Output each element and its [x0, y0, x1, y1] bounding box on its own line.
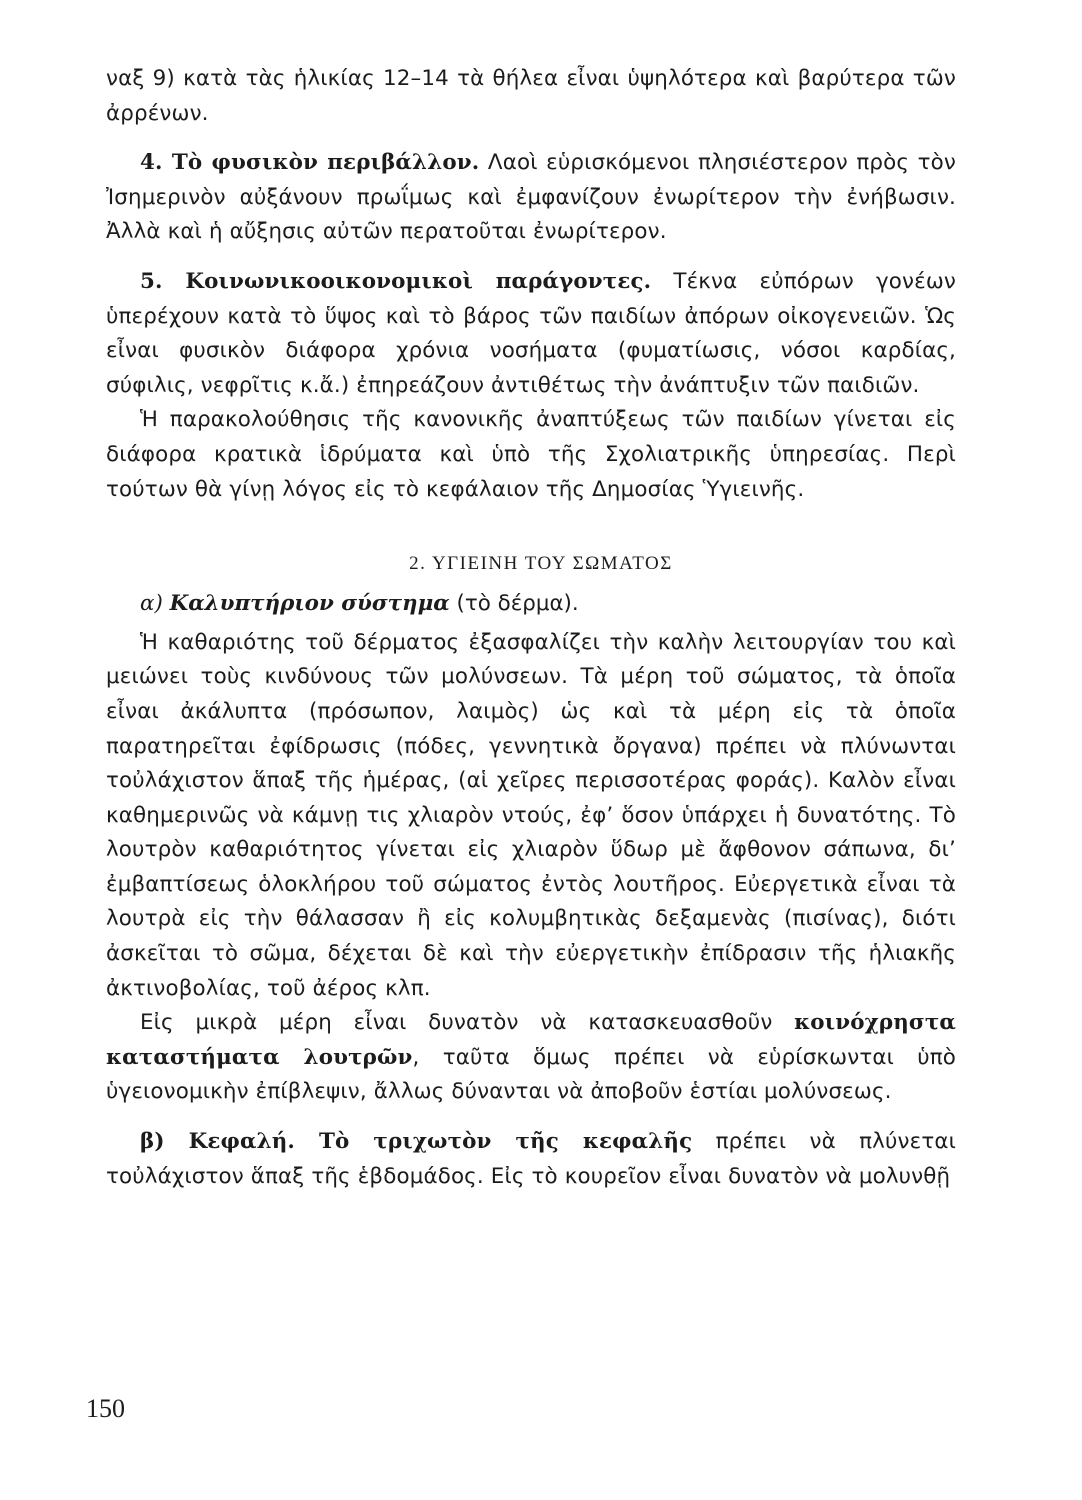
paragraph-text: πρέπει νὰ πλύνεται τοὐλάχιστον ἅπαξ τῆς ἑβδομάδος. Εἰς τὸ κουρεῖον εἶναι δυνατὸν νὰ μολυνθῇ: [106, 1129, 956, 1189]
paragraph-head-hair: [106, 1125, 956, 1194]
paragraph-text: Ἡ καθαριότης τοῦ δέρματος ἐξασφαλίζει τὴν καλὴν λειτουργίαν του καὶ μειώνει τοὺς κινδύνους τῶν μολύνσεων. Τὰ μέρη τοῦ σώματος, τὰ ὁποῖα εἶναι ἀκάλυπτα (πρόσωπον, λαιμὸς) ὡς καὶ τὰ μέρη εἰς τὰ ὁποῖα παρατηρεῖται ἐφίδρωσις (πόδες, γεννητικὰ ὄργανα) πρέπει νὰ πλύνωνται τοὐλάχιστον ἅπαξ τῆς ἡμέρας, (αἱ χεῖρες περισσοτέρας φοράς). Καλὸν εἶναι καθημερινῶς νὰ κάμνῃ τις χλιαρὸν ντούς, ἐφ’ ὅσον ὑπάρχει ἡ δυνατότης. Τὸ λουτρὸν καθαριότητος γίνεται εἰς χλιαρὸν ὕδωρ μὲ ἄφθονον σάπωνα, δι’ ἐμβαπτίσεως ὁλοκλήρου τοῦ σώματος ἐντὸς λουτῆρος. Εὐεργετικὰ εἶναι τὰ λουτρὰ εἰς τὴν θάλασσαν ἢ εἰς κολυμβητικὰς δεξαμενὰς (πισίνας), διότι ἀσκεῖται τὸ σῶμα, δέχεται δὲ καὶ τὴν εὐεργετικὴν ἐπίδρασιν τῆς ἡλιακῆς ἀκτινοβολίας, τοῦ ἀέρος κλπ.: [106, 629, 956, 1001]
paragraph-text: Εἰς μικρὰ μέρη εἶναι δυνατὸν νὰ κατασκευασθοῦν: [140, 1010, 795, 1036]
paragraph-lead-heading: 4. Τὸ φυσικὸν περιβάλλον.: [140, 150, 480, 176]
paragraph-text: Τέκνα εὐπόρων γονέων ὑπερέχουν κατὰ τὸ ὕψος καὶ τὸ βάρος τῶν παιδίων ἀπόρων οἰκογενειῶν. Ὡς εἶναι φυσικὸν διάφορα χρόνια νοσήματα (φυματίωσις, νόσοι καρδίας, σύφιλις, νεφρῖτις κ.ἄ.) ἐπηρεάζουν ἀντιθέτως τὴν ἀνάπτυξιν τῶν παιδιῶν.: [106, 268, 956, 398]
paragraph-skin-cleanliness: [106, 626, 956, 1007]
paragraph-text: , ταῦτα ὅμως πρέπει νὰ εὑρίσκωνται ὑπὸ ὑγειονομικὴν ἐπίβλεψιν, ἄλλως δύνανται νὰ ἀποβοῦν ἑστίαι μολύνσεως.: [106, 1044, 956, 1105]
paragraph-public-baths: [106, 1006, 956, 1110]
paragraph-lead-heading: β) Κεφαλή. Τὸ τριχωτὸν τῆς κεφαλῆς: [140, 1129, 693, 1155]
section-title: 2. ΥΓΙΕΙΝΗ ΤΟΥ ΣΩΜΑΤΟΣ: [409, 553, 673, 575]
paragraph-lead-heading: 5. Κοινωνικοοικονομικοὶ παράγοντες.: [140, 268, 652, 294]
page-number: 150: [86, 1394, 125, 1423]
paragraph-natural-environment: [106, 146, 956, 250]
subsection-heading-a: [140, 587, 956, 622]
paragraph-text: Λαοὶ εὑρισκόμενοι πλησιέστερον πρὸς τὸν Ἰσημερινὸν αὐξάνουν πρωΐμως καὶ ἐμφανίζουν ἐνωρίτερον τὴν ἐνήβωσιν. Ἀλλὰ καὶ ἡ αὔξησις αὐτῶν περατοῦται ἐνωρίτερον.: [106, 150, 956, 245]
paragraph-socioeconomic-factors: [106, 265, 956, 403]
paragraph-text: Ἡ παρακολούθησις τῆς κανονικῆς ἀναπτύξεως τῶν παιδίων γίνεται εἰς διάφορα κρατικὰ ἱδρύματα καὶ ὑπὸ τῆς Σχολιατρικῆς ὑπηρεσίας. Περὶ τούτων θὰ γίνῃ λόγος εἰς τὸ κεφάλαιον τῆς Δημοσίας Ὑγιεινῆς.: [106, 407, 956, 502]
subsection-letter: α): [140, 591, 163, 617]
subsection-title: Καλυπτήριον σύστημα: [169, 591, 450, 617]
paragraph-text: ναξ 9) κατὰ τὰς ἡλικίας 12–14 τὰ θήλεα εἶναι ὑψηλότερα καὶ βαρύτερα τῶν ἀρρένων.: [106, 66, 956, 126]
paragraph-continuation: [106, 62, 956, 131]
paragraph-bold-phrase: κοινόχρηστα καταστήματα λουτρῶν: [106, 1010, 956, 1070]
paragraph-monitoring: [106, 403, 956, 507]
subsection-note: (τὸ δέρμα).: [456, 591, 579, 617]
